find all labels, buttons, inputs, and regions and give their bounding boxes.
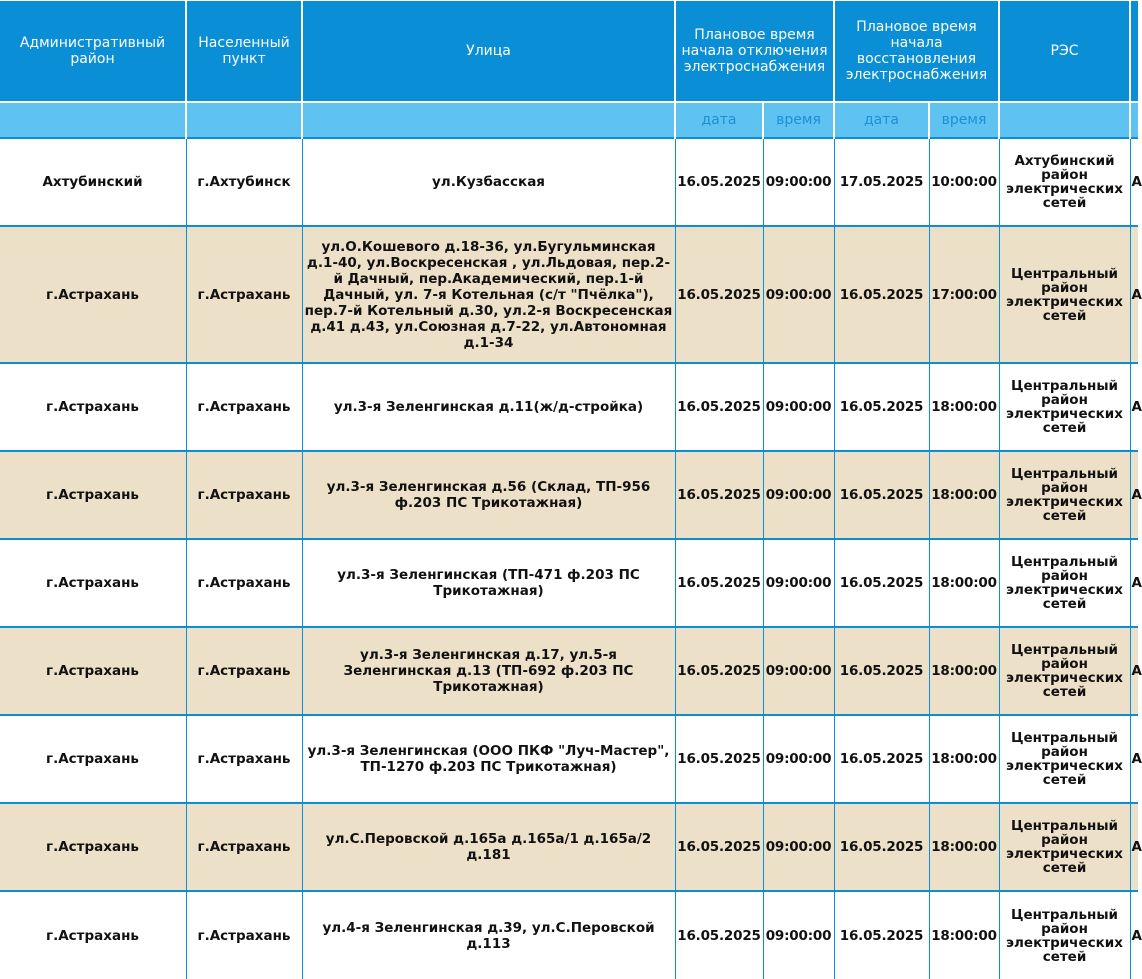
outage-schedule-table: [0, 1, 1142, 979]
cell-extra: А: [1130, 451, 1138, 539]
table-row: [0, 138, 1138, 226]
table-row: [0, 363, 1138, 451]
cell-street: ул.О.Кошевого д.18-36, ул.Бугульминская д.1-40, ул.Воскресенская , ул.Льдовая, пер.2-й Дачный, пер.Академический, пер.1-й Дачный, ул. 7-я Котельная (с/т "Пчёлка"), пер.7-й Котельный д.30, ул.2-я Воскресенская д.41 д.43, ул.Союзная д.7-22, ул.Автономная д.1-34: [302, 226, 675, 363]
cell-street: ул.Кузбасская: [302, 138, 675, 226]
subheader-on-time: время: [929, 102, 999, 138]
cell-district: г.Астрахань: [0, 539, 186, 627]
subheader-off-time: время: [763, 102, 834, 138]
cell-on-date: 16.05.2025: [834, 451, 929, 539]
cell-district: г.Астрахань: [0, 627, 186, 715]
cell-district: г.Астрахань: [0, 891, 186, 979]
cell-off-date: 16.05.2025: [675, 627, 763, 715]
cell-on-time: 18:00:00: [929, 363, 999, 451]
cell-district: г.Астрахань: [0, 803, 186, 891]
cell-on-time: 18:00:00: [929, 803, 999, 891]
header-street: Улица: [302, 1, 675, 102]
cell-locality: г.Астрахань: [186, 451, 302, 539]
header-off-time: Плановое время начала отключения электроснабжения: [675, 1, 834, 102]
cell-street: ул.3-я Зеленгинская д.11(ж/д-стройка): [302, 363, 675, 451]
cell-street: ул.3-я Зеленгинская д.17, ул.5-я Зеленгинская д.13 (ТП-692 ф.203 ПС Трикотажная): [302, 627, 675, 715]
header-res: РЭС: [999, 1, 1130, 102]
cell-res: Центральный район электрических сетей: [999, 715, 1130, 803]
subheader-off-date: дата: [675, 102, 763, 138]
subheader-empty: [302, 102, 675, 138]
cell-extra: А: [1130, 539, 1138, 627]
cell-on-time: 18:00:00: [929, 627, 999, 715]
cell-off-time: 09:00:00: [763, 803, 834, 891]
header-extra: [1130, 1, 1138, 102]
cell-off-time: 09:00:00: [763, 891, 834, 979]
cell-extra: А: [1130, 226, 1138, 363]
cell-extra: А: [1130, 715, 1138, 803]
cell-extra: А: [1130, 363, 1138, 451]
cell-locality: г.Ахтубинск: [186, 138, 302, 226]
header-district: Административный район: [0, 1, 186, 102]
cell-res: Центральный район электрических сетей: [999, 891, 1130, 979]
cell-on-time: 17:00:00: [929, 226, 999, 363]
cell-on-date: 16.05.2025: [834, 627, 929, 715]
cell-district: г.Астрахань: [0, 451, 186, 539]
cell-res: Центральный район электрических сетей: [999, 451, 1130, 539]
cell-street: ул.4-я Зеленгинская д.39, ул.С.Перовской д.113: [302, 891, 675, 979]
cell-district: г.Астрахань: [0, 363, 186, 451]
cell-extra: А: [1130, 891, 1138, 979]
cell-off-date: 16.05.2025: [675, 363, 763, 451]
table-row: [0, 451, 1138, 539]
cell-res: Центральный район электрических сетей: [999, 539, 1130, 627]
cell-district: г.Астрахань: [0, 715, 186, 803]
cell-street: ул.3-я Зеленгинская д.56 (Склад, ТП-956 ф.203 ПС Трикотажная): [302, 451, 675, 539]
cell-on-time: 10:00:00: [929, 138, 999, 226]
cell-off-date: 16.05.2025: [675, 803, 763, 891]
table-row: [0, 891, 1138, 979]
cell-on-date: 16.05.2025: [834, 803, 929, 891]
table-row: [0, 627, 1138, 715]
cell-res: Центральный район электрических сетей: [999, 363, 1130, 451]
cell-extra: А: [1130, 803, 1138, 891]
cell-res: Центральный район электрических сетей: [999, 627, 1130, 715]
header-on-time: Плановое время начала восстановления электроснабжения: [834, 1, 999, 102]
cell-locality: г.Астрахань: [186, 627, 302, 715]
cell-off-time: 09:00:00: [763, 627, 834, 715]
cell-off-time: 09:00:00: [763, 226, 834, 363]
cell-res: Центральный район электрических сетей: [999, 803, 1130, 891]
cell-street: ул.С.Перовской д.165а д.165а/1 д.165а/2 д.181: [302, 803, 675, 891]
cell-locality: г.Астрахань: [186, 363, 302, 451]
cell-res: Центральный район электрических сетей: [999, 226, 1130, 363]
cell-on-date: 17.05.2025: [834, 138, 929, 226]
table-row: [0, 715, 1138, 803]
cell-on-time: 18:00:00: [929, 451, 999, 539]
cell-street: ул.3-я Зеленгинская (ООО ПКФ "Луч-Мастер", ТП-1270 ф.203 ПС Трикотажная): [302, 715, 675, 803]
subheader-empty: [999, 102, 1130, 138]
subheader-empty: [0, 102, 186, 138]
header-locality: Населенный пункт: [186, 1, 302, 102]
table-row: [0, 803, 1138, 891]
subheader-empty: [1130, 102, 1138, 138]
subheader-on-date: дата: [834, 102, 929, 138]
cell-on-date: 16.05.2025: [834, 715, 929, 803]
subheader-row: [0, 102, 1138, 138]
cell-off-time: 09:00:00: [763, 539, 834, 627]
cell-locality: г.Астрахань: [186, 715, 302, 803]
cell-locality: г.Астрахань: [186, 539, 302, 627]
cell-locality: г.Астрахань: [186, 803, 302, 891]
cell-off-date: 16.05.2025: [675, 138, 763, 226]
cell-locality: г.Астрахань: [186, 891, 302, 979]
cell-off-time: 09:00:00: [763, 363, 834, 451]
cell-off-date: 16.05.2025: [675, 715, 763, 803]
cell-district: Ахтубинский: [0, 138, 186, 226]
cell-locality: г.Астрахань: [186, 226, 302, 363]
table-row: [0, 539, 1138, 627]
cell-street: ул.3-я Зеленгинская (ТП-471 ф.203 ПС Трикотажная): [302, 539, 675, 627]
cell-on-time: 18:00:00: [929, 715, 999, 803]
cell-off-time: 09:00:00: [763, 715, 834, 803]
cell-extra: А: [1130, 138, 1138, 226]
cell-extra: А: [1130, 627, 1138, 715]
cell-on-date: 16.05.2025: [834, 363, 929, 451]
cell-on-date: 16.05.2025: [834, 891, 929, 979]
cell-off-date: 16.05.2025: [675, 539, 763, 627]
cell-off-time: 09:00:00: [763, 451, 834, 539]
cell-on-time: 18:00:00: [929, 539, 999, 627]
cell-res: Ахтубинский район электрических сетей: [999, 138, 1130, 226]
table-row: [0, 226, 1138, 363]
cell-on-date: 16.05.2025: [834, 226, 929, 363]
cell-off-date: 16.05.2025: [675, 226, 763, 363]
cell-off-time: 09:00:00: [763, 138, 834, 226]
cell-on-time: 18:00:00: [929, 891, 999, 979]
cell-on-date: 16.05.2025: [834, 539, 929, 627]
header-row: [0, 1, 1138, 102]
cell-off-date: 16.05.2025: [675, 891, 763, 979]
cell-district: г.Астрахань: [0, 226, 186, 363]
cell-off-date: 16.05.2025: [675, 451, 763, 539]
subheader-empty: [186, 102, 302, 138]
